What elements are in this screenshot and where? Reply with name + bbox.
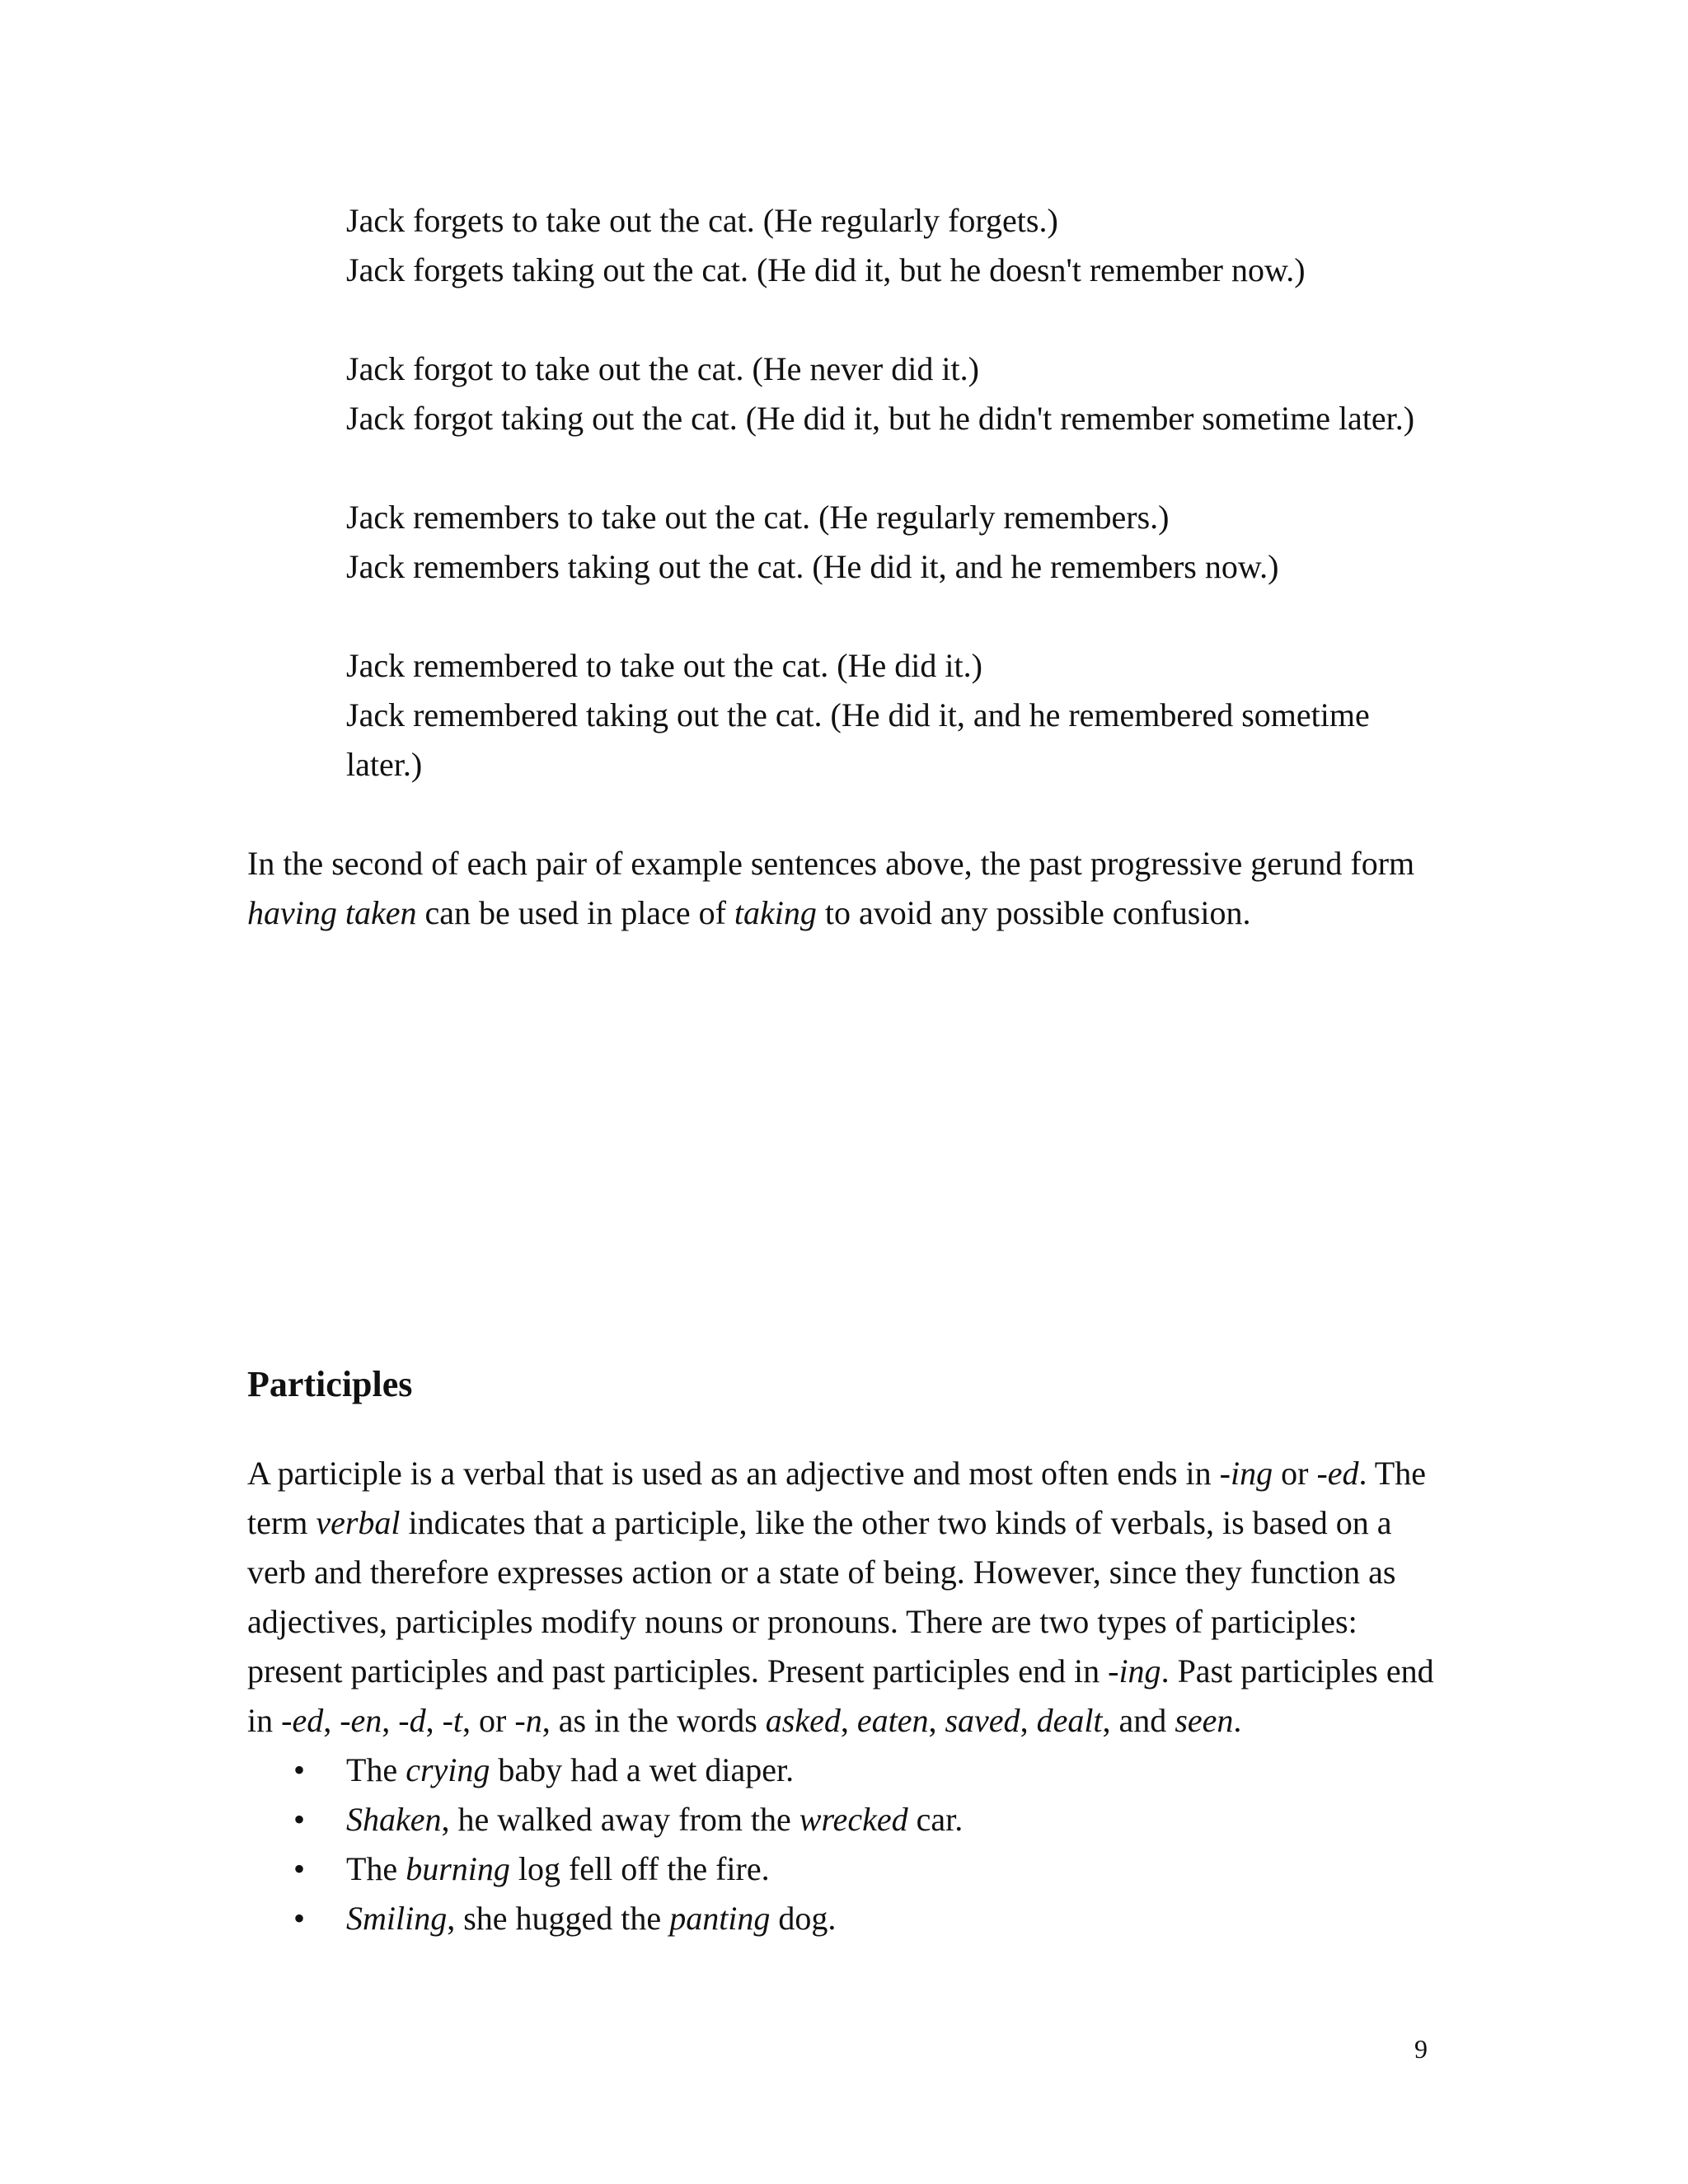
example-sentence-6: Jack remembers taking out the cat. (He did it, and he remembers now.) (346, 548, 1279, 585)
para-text: , (1020, 1702, 1037, 1739)
word-crying: crying (406, 1751, 490, 1788)
example-sentence-5: Jack remembers to take out the cat. (He regularly remembers.) (346, 499, 1170, 536)
bullet-text: The (346, 1850, 406, 1887)
bullet-text: , she hugged the (447, 1900, 670, 1937)
suffix-n: -n (514, 1702, 542, 1739)
participle-para-line-5 (247, 1647, 1434, 1696)
gerund-note-text: to avoid any possible confusion. (816, 894, 1251, 931)
example-sentence-3: Jack forgot to take out the cat. (He never did it.) (346, 350, 979, 387)
para-text: , or (462, 1702, 515, 1739)
bullet-text: dog. (770, 1900, 837, 1937)
suffix-ing: -ing (1219, 1455, 1273, 1492)
bullet-item-3 (346, 1844, 770, 1894)
example-sentence-8: Jack remembered taking out the cat. (He did it, and he remembered sometime (346, 696, 1370, 733)
para-text: A participle is a verbal that is used as an adjective and most often ends in (247, 1455, 1220, 1492)
word-asked: asked (765, 1702, 841, 1739)
para-text: . The (1358, 1455, 1426, 1492)
bullet-glyph: • (293, 1850, 306, 1887)
example-sentence-2: Jack forgets taking out the cat. (He did it, but he doesn't remember now.) (346, 251, 1306, 288)
word-burning: burning (406, 1850, 510, 1887)
bullet-item-4 (346, 1894, 836, 1943)
para-text: . Past participles end (1160, 1652, 1434, 1690)
bullet-text: car. (907, 1801, 964, 1838)
word-eaten: eaten (856, 1702, 929, 1739)
suffix-ed: -ed (1316, 1455, 1359, 1492)
participle-para-line-1 (247, 1449, 1426, 1498)
bullet-glyph: • (293, 1751, 306, 1788)
word-saved: saved (945, 1702, 1020, 1739)
suffix-t: -t (442, 1702, 463, 1739)
participle-para-line-4: adjectives, participles modify nouns or pronouns. There are two types of participles: (247, 1603, 1357, 1640)
participle-para-line-6 (247, 1696, 1241, 1746)
suffix-ed: -ed (281, 1702, 324, 1739)
example-sentence-1: Jack forgets to take out the cat. (He regularly forgets.) (346, 202, 1058, 239)
para-text: present participles and past participles. Present participles end in (247, 1652, 1109, 1690)
para-text: , (323, 1702, 340, 1739)
term-having-taken: having taken (247, 894, 417, 931)
suffix-en: -en (340, 1702, 382, 1739)
para-text: indicates that a participle, like the other two kinds of verbals, is based on a (400, 1504, 1392, 1541)
participle-para-line-3: verb and therefore expresses action or a state of being. However, since they function as (247, 1554, 1396, 1591)
section-heading-participles: Participles (247, 1364, 413, 1404)
bullet-text: , he walked away from the (441, 1801, 799, 1838)
example-sentence-7: Jack remembered to take out the cat. (He did it.) (346, 647, 982, 684)
para-text: or (1273, 1455, 1317, 1492)
word-dealt: dealt (1036, 1702, 1103, 1739)
suffix-d: -d (398, 1702, 426, 1739)
word-wrecked: wrecked (799, 1801, 908, 1838)
term-verbal: verbal (316, 1504, 401, 1541)
gerund-note-line-1: In the second of each pair of example sentences above, the past progressive gerund form (247, 845, 1415, 882)
para-text: term (247, 1504, 316, 1541)
para-text: , (840, 1702, 857, 1739)
para-text: , (928, 1702, 945, 1739)
para-text: . (1233, 1702, 1242, 1739)
para-text: , as in the words (542, 1702, 766, 1739)
gerund-note-line-2 (247, 888, 1250, 938)
participle-para-line-2 (247, 1498, 1392, 1548)
example-sentence-8-continuation: later.) (346, 746, 423, 783)
para-text: , (425, 1702, 443, 1739)
word-smiling: Smiling (346, 1900, 448, 1937)
bullet-text: The (346, 1751, 406, 1788)
word-seen: seen (1175, 1702, 1234, 1739)
suffix-ing: -ing (1108, 1652, 1161, 1690)
bullet-glyph: • (293, 1900, 306, 1937)
bullet-item-2 (346, 1795, 963, 1844)
word-shaken: Shaken (346, 1801, 442, 1838)
bullet-item-1 (346, 1746, 794, 1795)
bullet-glyph: • (293, 1801, 306, 1838)
bullet-text: log fell off the fire. (509, 1850, 770, 1887)
para-text: , and (1102, 1702, 1175, 1739)
word-panting: panting (669, 1900, 771, 1937)
para-text: , (382, 1702, 399, 1739)
page-number: 9 (1414, 2034, 1428, 2064)
term-taking: taking (734, 894, 817, 931)
bullet-text: baby had a wet diaper. (490, 1751, 795, 1788)
gerund-note-text: can be used in place of (416, 894, 734, 931)
example-sentence-4: Jack forgot taking out the cat. (He did it, but he didn't remember sometime later.) (346, 400, 1415, 437)
para-text: in (247, 1702, 282, 1739)
